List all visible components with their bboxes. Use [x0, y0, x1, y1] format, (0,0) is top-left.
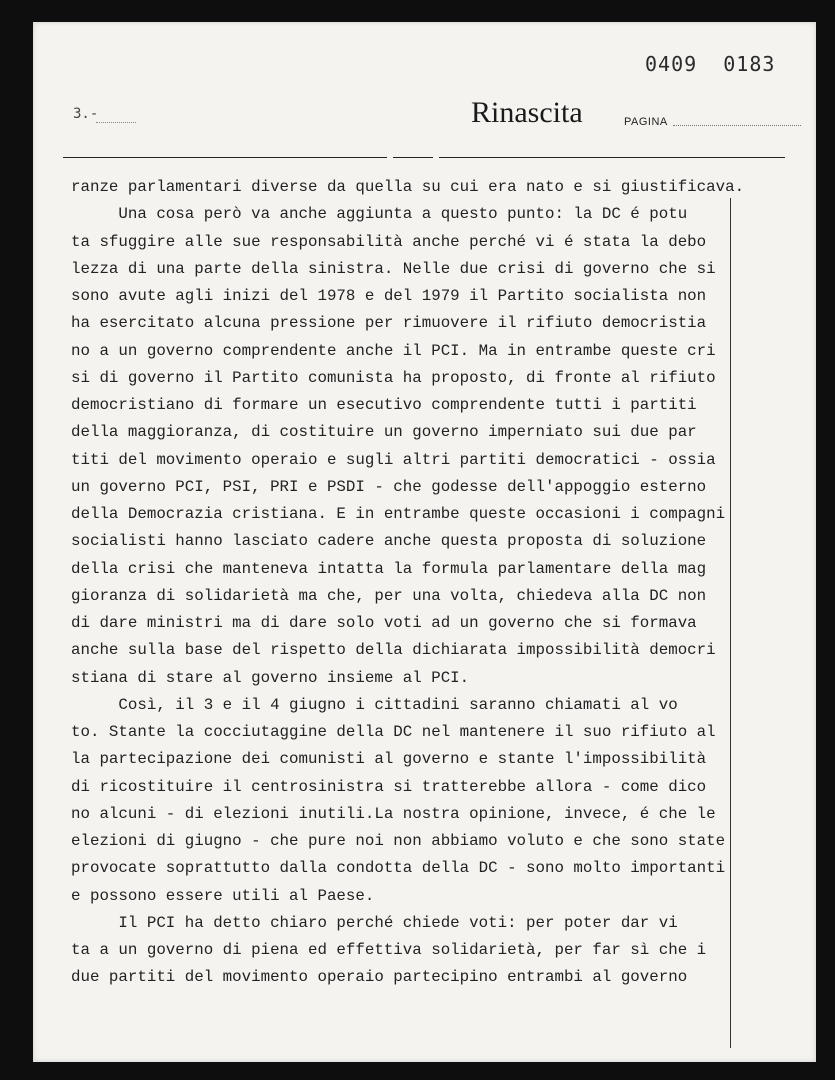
body-line: la partecipazione dei comunisti al governo e stante l'impossibilità [71, 750, 707, 769]
body-line: lezza di una parte della sinistra. Nelle due crisi di governo che si [71, 259, 716, 278]
typewritten-body [71, 174, 761, 992]
body-line: Il PCI ha detto chiaro perché chiede voti: per poter dar vi [71, 913, 678, 932]
body-line: gioranza di solidarietà ma che, per una volta, chiedeva alla DC non [71, 586, 707, 605]
body-line: socialisti hanno lasciato cadere anche questa proposta di soluzione [71, 532, 707, 551]
body-line: di dare ministri ma di dare solo voti ad un governo che si formava [71, 614, 697, 632]
body-line: no a un governo comprendente anche il PCI. Ma in entrambe queste cri [71, 341, 716, 360]
body-line: anche sulla base del rispetto della dichiarata impossibilità democri [71, 641, 716, 660]
body-line: Una cosa però va anche aggiunta a questo punto: la DC é potu [71, 205, 688, 224]
body-line: della maggioranza, di costituire un governo imperniato sui due par [71, 423, 697, 442]
body-line: provocate soprattutto dalla condotta della DC - sono molto importanti [71, 859, 726, 878]
body-line: Così, il 3 e il 4 giugno i cittadini saranno chiamati al vo [71, 695, 678, 714]
body-line: ranze parlamentari diverse da quella su cui era nato e si giustificava. [71, 178, 745, 196]
body-line: elezioni di giugno - che pure noi non abbiamo voluto e che sono state [71, 832, 726, 850]
page-number: 3.- [73, 106, 99, 122]
body-line: titi del movimento operaio e sugli altri partiti democratici - ossia [71, 450, 716, 469]
header-rule-middle [393, 157, 433, 158]
header-rule-right [439, 157, 785, 158]
page-number-dotted-line [96, 122, 136, 123]
body-line: si di governo il Partito comunista ha proposto, di fronte al rifiuto [71, 368, 716, 387]
masthead-title: Rinascita [471, 96, 583, 129]
page-dotted-line [673, 125, 801, 126]
body-line: ha esercitato alcuna pressione per rimuovere il rifiuto democristia [71, 314, 707, 333]
body-line: democristiano di formare un esecutivo comprendente tutti i partiti [71, 396, 697, 414]
header-rule-left [63, 157, 387, 158]
body-line: ta a un governo di piena ed effettiva solidarietà, per far sì che i [71, 941, 707, 959]
body-line: ta sfuggire alle sue responsabilità anche perché vi é stata la debo [71, 232, 707, 251]
body-line: e possono essere utili al Paese. [71, 886, 375, 905]
body-line: due partiti del movimento operaio partecipino entrambi al governo [71, 968, 688, 987]
body-line: no alcuni - di elezioni inutili.La nostra opinione, invece, é che le [71, 804, 716, 823]
body-line: di ricostituire il centrosinistra si tratterebbe allora - come dico [71, 777, 707, 796]
body-line: to. Stante la cocciutaggine della DC nel mantenere il suo rifiuto al [71, 723, 716, 741]
document-page [33, 22, 816, 1062]
body-line: della Democrazia cristiana. E in entrambe queste occasioni i compagni [71, 505, 726, 523]
page-label: PAGINA [624, 116, 668, 128]
body-line: della crisi che manteneva intatta la formula parlamentare della mag [71, 559, 707, 578]
body-line: stiana di stare al governo insieme al PCI. [71, 668, 470, 687]
body-line: sono avute agli inizi del 1978 e del 1979 il Partito socialista non [71, 287, 707, 305]
archive-code: 0409 0183 [645, 52, 776, 76]
body-line: un governo PCI, PSI, PRI e PSDI - che godesse dell'appoggio esterno [71, 477, 707, 496]
